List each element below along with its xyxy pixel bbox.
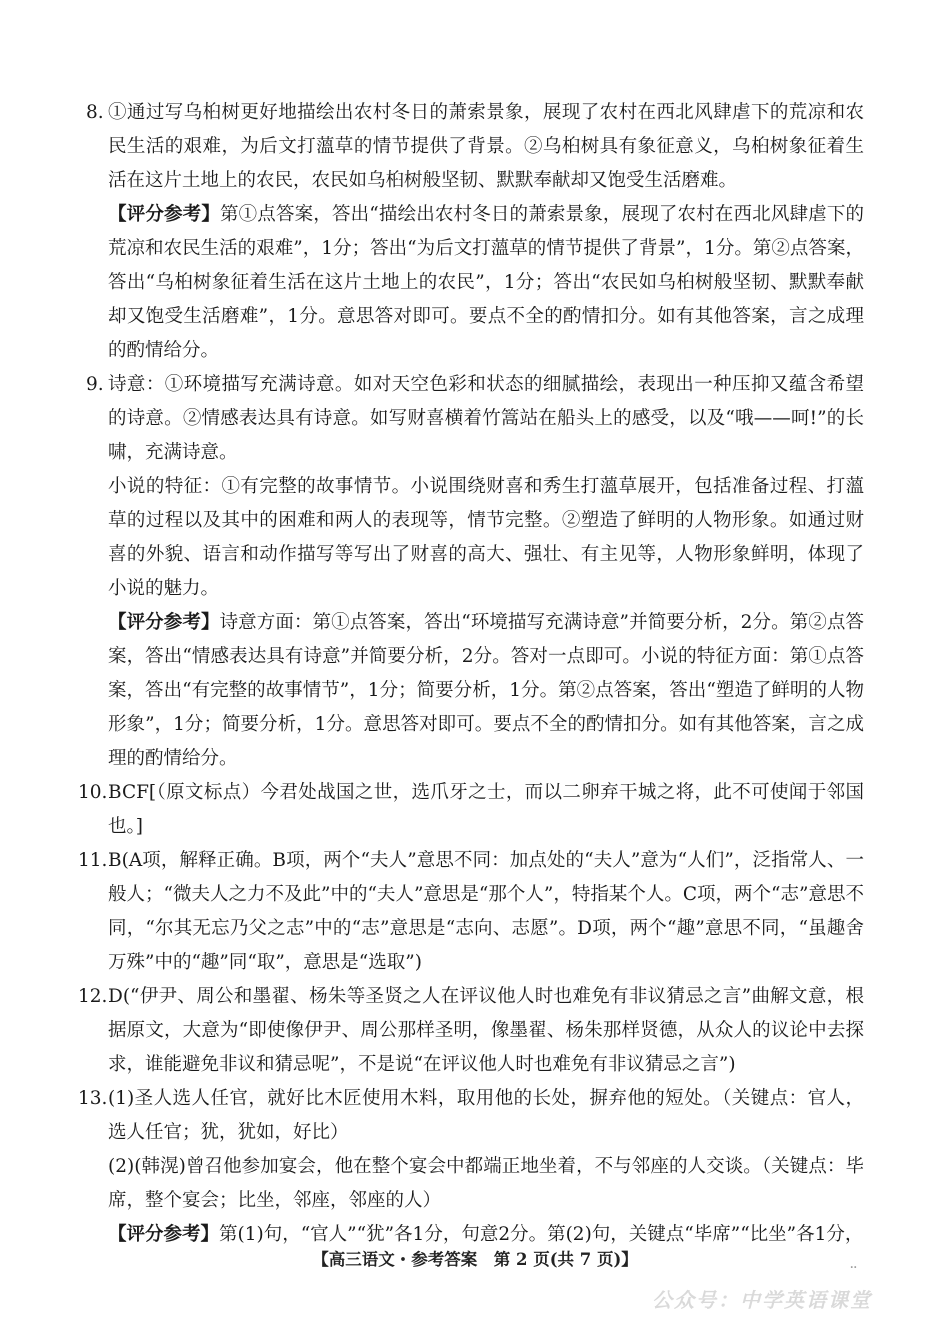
answer-text: (1)圣人选人任官，就好比木匠使用木料，取用他的长处，摒弃他的短处。（关键点：官人，选人任官；犹，犹如，好比） [108, 1088, 864, 1143]
item-number: 11. [78, 850, 108, 871]
answer-text: B(A项，解释正确。B项，两个“夫人”意思不同：加点处的“夫人”意为“人们”，泛指常人、一般人；“微夫人之力不及此”中的“夫人”意思是“那个人”，特指某个人。C项，两个“志”意思不同，“尔其无忘乃父之志”中的“志”意思是“志向、志愿”。D项，两个“趣”意思不同，“虽趣舍万殊”中的“趣”同“取”，意思是“选取”) [108, 850, 864, 973]
answer-item-11 [78, 844, 864, 980]
page-footer [0, 1246, 950, 1270]
scoring-reference [108, 606, 864, 776]
item-number: 13. [78, 1088, 108, 1109]
scoring-tag: 【评分参考】 [108, 612, 220, 633]
item-number: 10. [78, 782, 108, 803]
answer-item-9 [86, 368, 864, 776]
answer-content [78, 96, 864, 1252]
answer-text-2: 小说的特征：①有完整的故事情节。小说围绕财喜和秀生打薀草展开，包括准备过程、打薀草的过程以及其中的困难和两人的表现等，情节完整。②塑造了鲜明的人物形象。如通过财喜的外貌、语言和动作描写等写出了财喜的高大、强壮、有主见等，人物形象鲜明，体现了小说的魅力。 [108, 476, 864, 599]
scoring-tag: 【评分参考】 [108, 204, 220, 225]
scoring-reference [108, 198, 864, 368]
answer-item-12 [78, 980, 864, 1082]
scoring-text: 诗意方面：第①点答案，答出“环境描写充满诗意”并简要分析，2分。第②点答案，答出“情感表达具有诗意”并简要分析，2分。答对一点即可。小说的特征方面：第①点答案，答出“有完整的故事情节”，1分；简要分析，1分。第②点答案，答出“塑造了鲜明的人物形象”，1分；简要分析，1分。意思答对即可。要点不全的酌情扣分。如有其他答案，言之成理的酌情给分。 [108, 612, 864, 769]
scoring-text: 第①点答案，答出“描绘出农村冬日的萧索景象，展现了农村在西北风肆虐下的荒凉和农民生活的艰难”，1分；答出“为后文打薀草的情节提供了背景”，1分。第②点答案，答出“乌桕树象征着生活在这片土地上的农民”，1分；答出“农民如乌桕树般坚韧、默默奉献却又饱受生活磨难”，1分。意思答对即可。要点不全的酌情扣分。如有其他答案，言之成理的酌情给分。 [108, 204, 864, 361]
answer-text: BCF[（原文标点）今君处战国之世，选爪牙之士，而以二卵弃干城之将，此不可使闻于邻国也。] [108, 782, 864, 837]
scoring-text: 第(1)句，“官人”“犹”各1分，句意2分。第(2)句，关键点“毕席”“比坐”各1分， [219, 1224, 864, 1245]
answer-item-13 [78, 1082, 864, 1252]
item-number: 9. [86, 374, 104, 395]
answer-text: D(“伊尹、周公和墨翟、杨朱等圣贤之人在评议他人时也难免有非议猜忌之言”曲解文意，根据原文，大意为“即使像伊尹、周公那样圣明，像墨翟、杨朱那样贤德，从众人的议论中去探求，谁能避免非议和猜忌呢”，不是说“在评议他人时也难免有非议猜忌之言”) [108, 986, 864, 1075]
answer-text-2: (2)(韩滉)曾召他参加宴会，他在整个宴会中都端正地坐着，不与邻座的人交谈。（关键点：毕席，整个宴会；比坐，邻座，邻座的人） [108, 1156, 864, 1211]
answer-item-10 [78, 776, 864, 844]
answer-text: ①通过写乌桕树更好地描绘出农村冬日的萧索景象，展现了农村在西北风肆虐下的荒凉和农民生活的艰难，为后文打薀草的情节提供了背景。②乌桕树具有象征意义，乌桕树象征着生活在这片土地上的农民，农民如乌桕树般坚韧、默默奉献却又饱受生活磨难。 [108, 102, 864, 191]
scoring-tag: 【评分参考】 [108, 1224, 220, 1245]
watermark: 公众号：中学英语课堂 [652, 1288, 872, 1312]
footer-text: 【高三语文・参考答案 第 2 页(共 7 页)】 [312, 1250, 638, 1269]
answer-item-8 [86, 96, 864, 368]
answer-text: 诗意：①环境描写充满诗意。如对天空色彩和状态的细腻描绘，表现出一种压抑又蕴含希望的诗意。②情感表达具有诗意。如写财喜横着竹篙站在船头上的感受，以及“哦——呵!”的长啸，充满诗意。 [108, 374, 864, 463]
item-number: 8. [86, 102, 104, 123]
footer-mark: .. [850, 1260, 857, 1271]
item-number: 12. [78, 986, 108, 1007]
